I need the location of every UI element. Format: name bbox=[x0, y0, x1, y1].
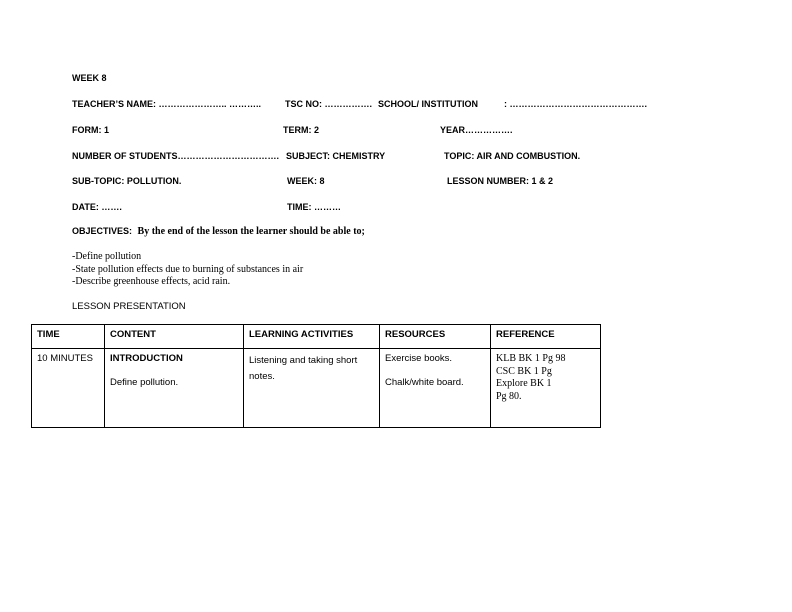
lesson-plan-table bbox=[31, 324, 601, 428]
objectives-intro: By the end of the lesson the learner should be able to; bbox=[137, 226, 365, 237]
cell-resources bbox=[380, 349, 491, 428]
year-field: YEAR……………. bbox=[440, 125, 513, 135]
cell-content bbox=[105, 349, 244, 428]
header-time: TIME bbox=[32, 325, 105, 349]
cell-time: 10 MINUTES bbox=[32, 349, 105, 428]
cell-learning-activities: Listening and taking short notes. bbox=[244, 349, 380, 428]
sub-topic-field: SUB-TOPIC: POLLUTION. bbox=[72, 176, 182, 186]
table-header-row bbox=[32, 325, 601, 349]
lesson-number-field: LESSON NUMBER: 1 & 2 bbox=[447, 176, 554, 186]
objectives-list bbox=[72, 251, 303, 289]
reference-item: CSC BK 1 Pg bbox=[496, 365, 552, 377]
school-label: SCHOOL/ INSTITUTION bbox=[378, 99, 478, 109]
date-field: DATE: ……. bbox=[72, 202, 122, 212]
content-title: INTRODUCTION bbox=[110, 353, 183, 364]
objectives-heading bbox=[72, 226, 365, 237]
term-field: TERM: 2 bbox=[283, 125, 319, 135]
reference-item: Explore BK 1 bbox=[496, 378, 552, 389]
objective-item: -Define pollution bbox=[72, 251, 142, 262]
resource-item: Exercise books. bbox=[385, 353, 453, 364]
topic-field: TOPIC: AIR AND COMBUSTION. bbox=[444, 151, 581, 161]
subject-field: SUBJECT: CHEMISTRY bbox=[286, 151, 386, 161]
resource-item: Chalk/white board. bbox=[385, 377, 464, 388]
objective-item: -Describe greenhouse effects, acid rain. bbox=[72, 276, 231, 287]
time-field: TIME: ……… bbox=[287, 202, 341, 212]
lesson-presentation-label: LESSON PRESENTATION bbox=[72, 301, 186, 312]
content-body: Define pollution. bbox=[110, 377, 179, 388]
header-resources: RESOURCES bbox=[380, 325, 491, 349]
teacher-name-field: TEACHER’S NAME: ………………….. ……….. bbox=[72, 99, 262, 109]
week-field: WEEK: 8 bbox=[287, 176, 325, 186]
table-row bbox=[32, 349, 601, 428]
reference-item: KLB BK 1 Pg 98 bbox=[496, 353, 566, 364]
school-value: : ………………………………………. bbox=[504, 99, 647, 109]
objectives-label: OBJECTIVES: bbox=[72, 226, 133, 236]
header-reference: REFERENCE bbox=[491, 325, 601, 349]
form-field: FORM: 1 bbox=[72, 125, 109, 135]
tsc-no-field: TSC NO: ……………. bbox=[285, 99, 372, 109]
cell-reference bbox=[491, 349, 601, 428]
reference-item: Pg 80. bbox=[496, 390, 522, 402]
header-learning-activities: LEARNING ACTIVITIES bbox=[244, 325, 380, 349]
num-students-field: NUMBER OF STUDENTS……………………………. bbox=[72, 151, 279, 161]
header-content: CONTENT bbox=[105, 325, 244, 349]
week-title: WEEK 8 bbox=[72, 73, 107, 83]
objective-item: -State pollution effects due to burning of substances in air bbox=[72, 263, 304, 275]
